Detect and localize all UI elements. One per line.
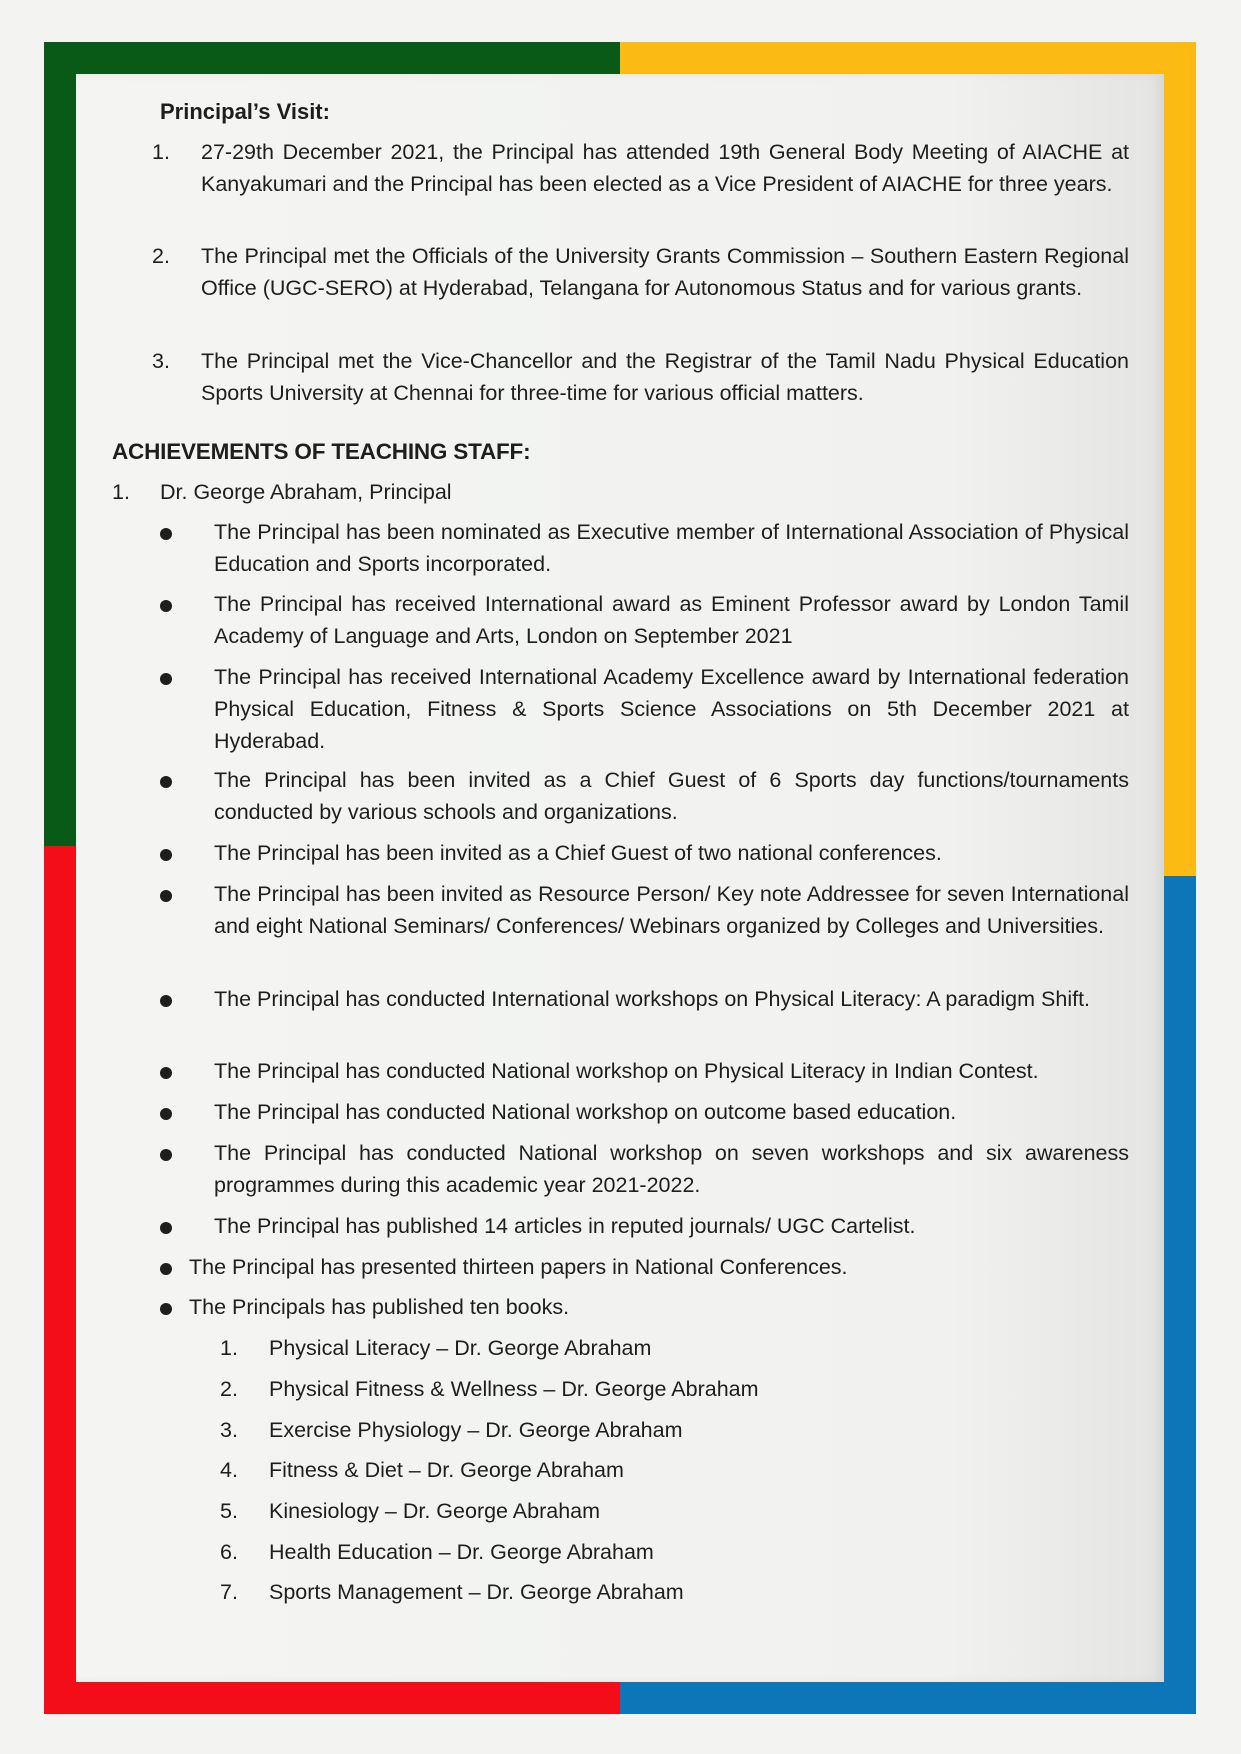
book-title: Health Education – Dr. George Abraham [269, 1540, 654, 1564]
bullet-text: The Principal has been invited as a Chief Guest of 6 Sports day functions/tournaments conducted by various schools and organizations. [214, 768, 1129, 824]
bullet-text: The Principals has published ten books. [189, 1295, 570, 1319]
visit-item-number: 3. [152, 349, 170, 373]
visit-item-number: 2. [152, 244, 170, 268]
bullet-icon [160, 995, 172, 1007]
bullet-icon [160, 600, 172, 612]
book-title: Physical Literacy – Dr. George Abraham [269, 1336, 652, 1360]
book-number: 5. [220, 1499, 238, 1523]
bullet-text: The Principal has conducted National workshop on outcome based education. [214, 1100, 957, 1124]
book-title: Fitness & Diet – Dr. George Abraham [269, 1458, 624, 1482]
bullet-text: The Principal has been nominated as Executive member of International Association of Physical Education and Sports incorporated. [214, 520, 1129, 576]
bullet-icon [160, 1149, 172, 1161]
achievements-heading: ACHIEVEMENTS OF TEACHING STAFF: [112, 439, 531, 464]
bullet-icon [160, 528, 172, 540]
visit-item-text: The Principal met the Officials of the University Grants Commission – Southern Eastern Regional Office (UGC-SERO) at Hyderabad, Telangana for Autonomous Status and for various grants. [201, 244, 1129, 300]
bullet-text: The Principal has received International Academy Excellence award by International federation Physical Education, Fitness & Sports Science Associations on 5th December 2021 at Hyderabad. [214, 665, 1129, 753]
visit-item-number: 1. [152, 140, 170, 164]
bullet-icon [160, 1303, 172, 1315]
bullet-icon [160, 673, 172, 685]
bullet-text: The Principal has received International award as Eminent Professor award by London Tamil Academy of Language and Arts, London on September 2021 [214, 592, 1129, 648]
book-number: 3. [220, 1418, 238, 1442]
bullet-text: The Principal has conducted International workshops on Physical Literacy: A paradigm Shift. [214, 987, 1091, 1011]
bullet-text: The Principal has conducted National workshop on seven workshops and six awareness programmes during this academic year 2021-2022. [214, 1141, 1129, 1197]
book-number: 6. [220, 1540, 238, 1564]
bullet-icon [160, 849, 172, 861]
visit-item-text: 27-29th December 2021, the Principal has attended 19th General Body Meeting of AIACHE at Kanyakumari and the Principal has been elected as a Vice President of AIACHE for three years. [201, 140, 1129, 196]
book-title: Physical Fitness & Wellness – Dr. George Abraham [269, 1377, 759, 1401]
book-number: 2. [220, 1377, 238, 1401]
book-number: 4. [220, 1458, 238, 1482]
bullet-icon [160, 1067, 172, 1079]
bullet-text: The Principal has conducted National workshop on Physical Literacy in Indian Contest. [214, 1059, 1039, 1083]
bullet-text: The Principal has published 14 articles in reputed journals/ UGC Cartelist. [214, 1214, 916, 1238]
book-title: Kinesiology – Dr. George Abraham [269, 1499, 601, 1523]
bullet-text: The Principal has been invited as Resource Person/ Key note Addressee for seven International and eight National Seminars/ Conferences/ Webinars organized by Colleges and Universities. [214, 882, 1129, 938]
person-name: Dr. George Abraham, Principal [160, 480, 452, 504]
bullet-text: The Principal has been invited as a Chief Guest of two national conferences. [214, 841, 942, 865]
book-number: 7. [220, 1580, 238, 1604]
bullet-icon [160, 1108, 172, 1120]
bullet-icon [160, 890, 172, 902]
bullet-text: The Principal has presented thirteen papers in National Conferences. [189, 1255, 848, 1279]
bullet-icon [160, 1263, 172, 1275]
bullet-icon [160, 1222, 172, 1234]
bullet-icon [160, 776, 172, 788]
book-title: Exercise Physiology – Dr. George Abraham [269, 1418, 683, 1442]
book-number: 1. [220, 1336, 238, 1360]
visit-item-text: The Principal met the Vice-Chancellor and the Registrar of the Tamil Nadu Physical Education Sports University at Chennai for three-time for various official matters. [201, 349, 1129, 405]
visit-heading: Principal’s Visit: [160, 99, 330, 124]
book-title: Sports Management – Dr. George Abraham [269, 1580, 684, 1604]
person-number: 1. [112, 480, 130, 504]
